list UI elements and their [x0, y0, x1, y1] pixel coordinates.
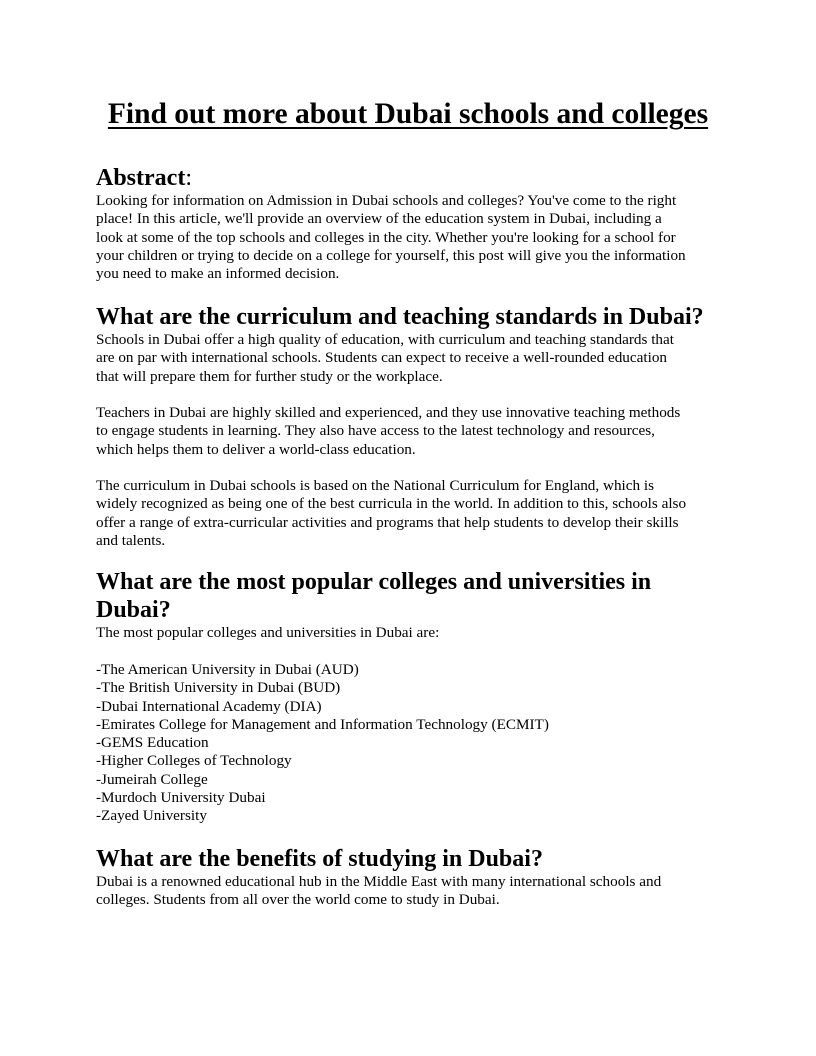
- colleges-list-block: [96, 661, 724, 826]
- abstract-line: your children or trying to decide on a college for yourself, this post will give you the information: [96, 246, 686, 264]
- abstract-line: you need to make an informed decision.: [96, 265, 340, 283]
- colleges-intro: The most popular colleges and universities in Dubai are:: [96, 624, 440, 641]
- curriculum-paragraph-3: [96, 477, 724, 550]
- abstract-line: place! In this article, we'll provide an overview of the education system in Dubai, including a: [96, 210, 662, 228]
- section-curriculum: [96, 303, 724, 386]
- heading-line: Dubai?: [96, 597, 171, 623]
- paragraph-line: to engage students in learning. They also have access to the latest technology and resources,: [96, 422, 655, 440]
- paragraph-line: widely recognized as being one of the best curricula in the world. In addition to this, schools also: [96, 495, 687, 513]
- heading-line: What are the most popular colleges and universities in: [96, 569, 652, 595]
- page-title: Find out more about Dubai schools and colleges: [107, 98, 709, 130]
- list-item: -Jumeirah College: [96, 770, 208, 788]
- list-item: -Higher Colleges of Technology: [96, 752, 292, 770]
- abstract-label: Abstract: [96, 165, 186, 191]
- section-heading-benefits: What are the benefits of studying in Dubai?: [96, 846, 543, 872]
- paragraph-line: The curriculum in Dubai schools is based on the National Curriculum for England, which is: [96, 477, 655, 494]
- section-benefits: [96, 845, 724, 910]
- abstract-heading: [96, 164, 192, 192]
- list-item: -The British University in Dubai (BUD): [96, 679, 341, 697]
- paragraph-line: Dubai is a renowned educational hub in the Middle East with many international schools and: [96, 873, 662, 890]
- paragraph-line: colleges. Students from all over the world come to study in Dubai.: [96, 891, 500, 909]
- abstract-colon: :: [185, 165, 192, 191]
- paragraph-line: Teachers in Dubai are highly skilled and experienced, and they use innovative teaching methods: [96, 404, 681, 421]
- paragraph-line: offer a range of extra-curricular activities and programs that help students to develop their skills: [96, 513, 679, 531]
- paragraph-line: which helps them to deliver a world-class education.: [96, 440, 416, 458]
- list-item: -The American University in Dubai (AUD): [96, 661, 359, 678]
- list-item: -Zayed University: [96, 807, 207, 825]
- section-heading-curriculum: What are the curriculum and teaching standards in Dubai?: [96, 304, 704, 330]
- paragraph-line: and talents.: [96, 531, 166, 549]
- list-item: -Murdoch University Dubai: [96, 789, 266, 807]
- list-item: -Emirates College for Management and Information Technology (ECMIT): [96, 715, 549, 733]
- curriculum-paragraph-2: [96, 404, 724, 459]
- section-colleges: [96, 568, 724, 642]
- list-item: -Dubai International Academy (DIA): [96, 697, 322, 715]
- abstract-paragraph: [96, 192, 724, 283]
- abstract-line: look at some of the top schools and colleges in the city. Whether you're looking for a school for: [96, 228, 676, 246]
- list-item: -GEMS Education: [96, 734, 209, 752]
- paragraph-line: that will prepare them for further study or the workplace.: [96, 367, 443, 385]
- section-heading-colleges: [96, 568, 724, 624]
- paragraph-line: Schools in Dubai offer a high quality of education, with curriculum and teaching standards that: [96, 331, 674, 348]
- abstract-line: Looking for information on Admission in Dubai schools and colleges? You've come to the right: [96, 192, 677, 209]
- curriculum-paragraph-1: [96, 331, 724, 386]
- colleges-list: [96, 661, 724, 826]
- paragraph-line: are on par with international schools. Students can expect to receive a well-rounded education: [96, 349, 668, 367]
